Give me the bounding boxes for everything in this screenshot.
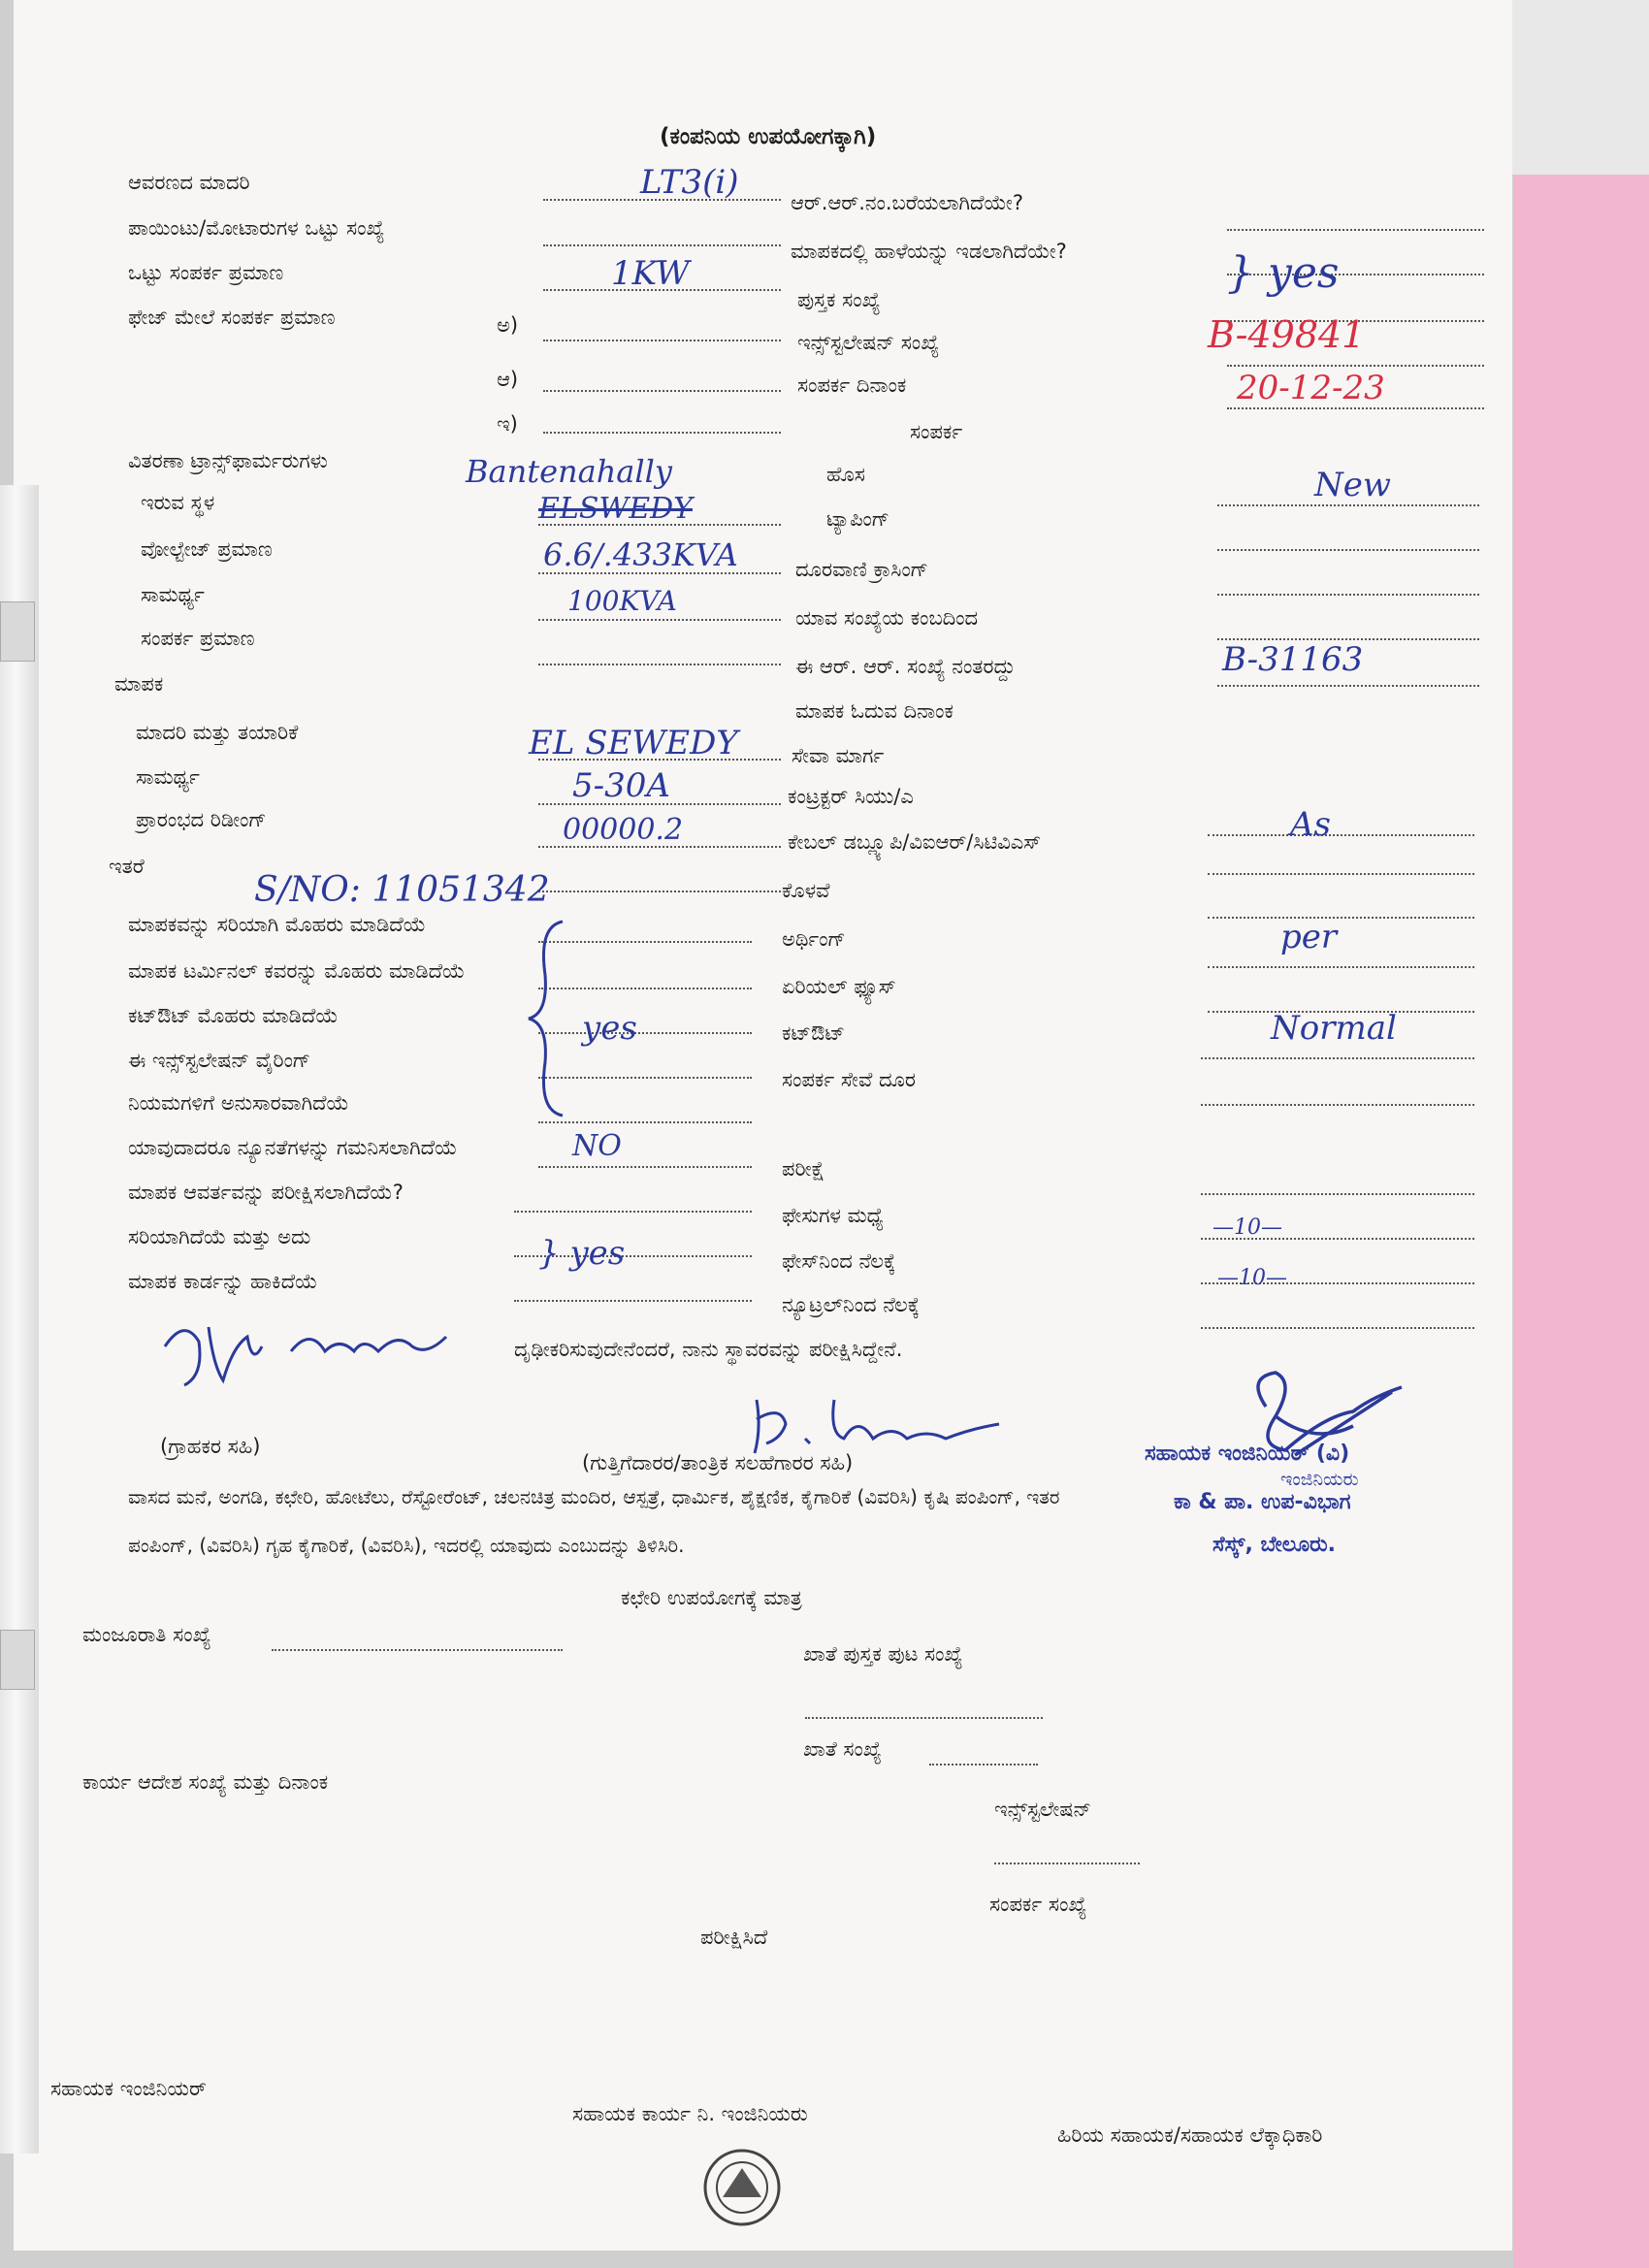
label-meter-capacity: ಸಾಮರ್ಥ್ಯ [136,765,200,789]
footer-accounts-officer: ಹಿರಿಯ ಸಹಾಯಕ/ಸಹಾಯಕ ಲೆಕ್ಕಾಧಿಕಾರಿ [1057,2123,1323,2147]
label-sanction-no: ಮಂಜೂರಾತಿ ಸಂಖ್ಯೆ [82,1623,211,1646]
form-heading: (ಕಂಪನಿಯ ಉಪಯೋಗಕ್ಕಾಗಿ) [660,124,877,149]
label-points-motors: ಪಾಯಿಂಟು/ಮೋಟಾರುಗಳ ಒಟ್ಟು ಸಂಖ್ಯೆ [128,216,385,240]
label-checked: ಪರೀಕ್ಷಿಸಿದೆ [700,1926,768,1949]
field-line [1227,407,1484,409]
label-terminal-cover-sealed: ಮಾಪಕ ಟರ್ಮಿನಲ್ ಕವರನ್ನು ಮೊಹರು ಮಾಡಿದೆಯೆ [128,959,466,983]
label-initial-reading: ಪ್ರಾರಂಭದ ರಿಡೀಂಗ್ [136,808,267,831]
label-connection-no: ಸಂಪರ್ಕ ಸಂಖ್ಯೆ [989,1893,1087,1916]
label-meter-card: ಮಾಪಕ ಕಾರ್ಡನ್ನು ಹಾಕಿದೆಯೆ [128,1270,318,1293]
label-connection: ಸಂಪರ್ಕ [910,420,963,443]
field-line [543,390,781,392]
hw-no-defects: NO [572,1129,622,1163]
field-line [1208,966,1474,968]
contractor-signature-label: (ಗುತ್ತಿಗೆದಾರರ/ತಾಂತ್ರಿಕ ಸಲಹೆಗಾರರ ಸಹಿ) [582,1451,854,1474]
consumer-signature-label: (ಗ್ರಾಹಕರ ಸಹಿ) [160,1435,261,1458]
hw-connection-date: 20-12-23 [1237,369,1385,407]
label-defects-noticed: ಯಾವುದಾದರೂ ನ್ಯೂನತೆಗಳನ್ನು ಗಮನಿಸಲಾಗಿದೆಯೆ [128,1136,458,1159]
phase-b-marker: ಆ) [497,368,519,391]
pink-sheet [1513,175,1649,2268]
hw-normal: Normal [1271,1009,1397,1048]
label-pipe: ಕೊಳವೆ [782,879,830,902]
hw-yes-top: } yes [1227,248,1340,298]
label-meter-sealed: ಮಾಪಕವನ್ನು ಸರಿಯಾಗಿ ಮೊಹರು ಮಾಡಿದೆಯೆ [128,913,427,936]
stamp-designation: ಸಹಾಯಕ ಇಂಜಿನಿಯರ್ (ವಿ) [1145,1442,1350,1466]
field-line [1227,229,1484,231]
label-service-line: ಸೇವಾ ಮಾರ್ಗ [792,744,885,767]
field-line [1208,873,1474,875]
label-enclosure-type: ಆವರಣದ ಮಾದರಿ [128,171,250,194]
hw-rr-after: B-31163 [1222,640,1364,679]
label-pole-number: ಯಾವ ಸಂಖ್ಯೆಯ ಕಂಬದಿಂದ [795,606,979,630]
label-as-per-rules: ನಿಯಮಗಳಿಗೆ ಅನುಸಾರವಾಗಿದೆಯೆ [128,1091,349,1115]
label-meter-rotation: ಮಾಪಕ ಆವರ್ತವನ್ನು ಪರೀಕ್ಷಿಸಲಾಗಿದೆಯೆ? [128,1181,404,1204]
hw-capacity: 100KVA [567,585,677,617]
label-earthing: ಅರ್ಥಿಂಗ್ [782,927,846,951]
field-line [1217,685,1479,687]
field-line [538,891,781,892]
label-between-phases: ಫೇಸುಗಳ ಮಧ್ಯೆ [782,1204,884,1227]
hw-earth-reading: —10— [1217,1266,1287,1290]
hw-serial-number: S/NO: 11051342 [254,870,550,910]
label-rr-written: ಆರ್.ಆರ್.ನಂ.ಬರೆಯಲಾಗಿದೆಯೇ? [791,191,1023,214]
office-use-heading: ಕಛೇರಿ ಉಪಯೋಗಕ್ಕೆ ಮಾತ್ರ [621,1586,802,1609]
label-others: ಇತರೆ [109,855,145,878]
field-line [1201,1327,1474,1329]
label-location: ಇರುವ ಸ್ಥಳ [141,491,215,514]
label-installation-wiring: ಈ ಇನ್ಸ್‌ಸ್ಟಲೇಷನ್ ವೈರಿಂಗ್ [128,1049,311,1072]
label-test: ಪರೀಕ್ಷೆ [782,1157,825,1181]
hw-struck-entry: ELSWEDY [538,492,693,526]
label-voltage: ವೋಲ್ಟೇಜ್ ಪ್ರಮಾಣ [141,537,273,561]
field-line [1227,365,1484,367]
binder-clip [0,601,35,662]
label-book-no: ಪುಸ್ತಕ ಸಂಖ್ಯೆ [797,288,881,311]
field-line [543,244,781,246]
binder-clip [0,1630,35,1690]
label-cutout-sealed: ಕಟ್‌ಔಟ್ ಮೊಹರು ಮಾಡಿದೆಯೆ [128,1004,339,1027]
field-line [543,432,781,434]
stamp-subdivision: ಕಾ & ಪಾ. ಉಪ-ವಿಭಾಗ [1174,1490,1351,1514]
field-line [543,340,781,341]
usage-type-line-1: ವಾಸದ ಮನೆ, ಅಂಗಡಿ, ಕಛೇರಿ, ಹೋಟೆಲು, ರೆಸ್ಟೋರೆಂಟ್, ಚಲನಚಿತ್ರ ಮಂದಿರ, ಆಸ್ಪತ್ರೆ, ಧಾರ್ಮಿಕ, ಶೈಕ್ಷಣಿಕ, ಕೈಗಾರಿಕೆ (ವಿವರಿಸಿ) ಕೃಷಿ ಪಂಪಿಂಗ್, ಇತರ [128,1485,1060,1508]
label-telephone-crossing: ದೂರವಾಣಿ ಕ್ರಾಸಿಂಗ್ [795,558,928,581]
label-cutout: ಕಟ್‌ಔಟ್ [782,1021,845,1045]
field-line [1217,594,1479,596]
label-total-load: ಒಟ್ಟು ಸಂಪರ್ಕ ಪ್ರಮಾಣ [128,261,284,284]
phase-c-marker: ಇ) [497,412,518,436]
field-line [514,1300,752,1302]
label-sheet-in-meter: ಮಾಪಕದಲ್ಲಿ ಹಾಳೆಯನ್ನು ಇಡಲಾಗಿದೆಯೇ? [791,240,1067,263]
stamp-engineer: ಇಂಜಿನಿಯರು [1280,1469,1359,1490]
hw-yes-seals: yes [582,1009,637,1048]
label-tapping: ಟ್ಯಾಪಿಂಗ್ [826,507,889,531]
field-line [272,1649,563,1651]
label-meter: ಮಾಪಕ [114,672,164,696]
field-line [929,1764,1038,1766]
consumer-signature [155,1308,475,1395]
footer-assistant-engineer: ಸಹಾಯಕ ಇಂಜಿನಿಯರ್ [50,2077,207,2100]
hw-new: New [1314,466,1391,504]
hw-initial-reading: 00000.2 [563,813,684,847]
label-new: ಹೊಸ [826,463,865,486]
label-work-order: ಕಾರ್ಯ ಆದೇಶ ಸಂಖ್ಯೆ ಮತ್ತು ದಿನಾಂಕ [82,1770,329,1794]
label-contractor-cu: ಕಂಟ್ರಕ್ಟರ್ ಸಿಯು/ಎ [788,785,914,808]
hw-per: per [1280,918,1338,956]
label-account-no: ಖಾತೆ ಸಂಖ್ಯೆ [803,1737,882,1761]
label-meter-reading-date: ಮಾಪಕ ಓದುವ ದಿನಾಂಕ [795,699,954,723]
label-cable: ಕೇಬಲ್ ಡಬ್ಲ್ಯೂಪಿ/ವಿಐಆರ್/ಸಿಟಿವಿಎಸ್ [788,830,1042,854]
certification-text: ದೃಢೀಕರಿಸುವುದೇನೆಂದರೆ, ನಾನು ಸ್ಥಾವರವನ್ನು ಪರೀಕ್ಷಿಸಿದ್ದೇನೆ. [514,1338,903,1361]
field-line [1201,1193,1474,1195]
brace-mark [524,917,582,1120]
label-phase-to-earth: ಫೇಸ್‌ನಿಂದ ನೆಲಕ್ಕೆ [782,1249,896,1273]
hw-total-load: 1KW [611,254,690,293]
footer-assistant-exec-engineer: ಸಹಾಯಕ ಕಾರ್ಯ ನಿ. ಇಂಜಿನಿಯರು [572,2102,808,2125]
field-line [1201,1057,1474,1059]
field-line [538,1166,752,1168]
label-distribution-transformers: ವಿತರಣಾ ಟ್ರಾನ್ಸ್‌ಫಾರ್ಮರುಗಳು [128,449,328,472]
hw-yes-card: } yes [538,1234,626,1273]
hw-as: As [1290,805,1332,844]
label-phase-load: ಫೇಜ್ ಮೇಲೆ ಸಂಪರ್ಕ ಪ್ರಮಾಣ [128,306,336,329]
hw-installation-no: B-49841 [1208,313,1366,356]
hw-voltage: 6.6/.433KVA [543,536,738,573]
field-line [1208,917,1474,919]
hw-transformer-location: Bantenahally [466,453,672,490]
label-correct-and: ಸರಿಯಾಗಿದೆಯೆ ಮತ್ತು ಅದು [128,1225,311,1248]
hw-phase-reading: —10— [1212,1215,1282,1240]
field-line [538,664,781,665]
usage-type-line-2: ಪಂಪಿಂಗ್, (ವಿವರಿಸಿ) ಗೃಹ ಕೈಗಾರಿಕೆ, (ವಿವರಿಸಿ), ಇದರಲ್ಲಿ ಯಾವುದು ಎಂಬುದನ್ನು ತಿಳಿಸಿರಿ. [128,1534,685,1557]
field-line [994,1863,1140,1864]
company-logo-emblem [698,2144,786,2231]
hw-meter-make: EL SEWEDY [529,724,738,762]
label-connection-date: ಸಂಪರ್ಕ ದಿನಾಂಕ [797,373,907,397]
field-line [805,1717,1043,1719]
label-installation-no: ಇನ್ಸ್‌ಸ್ಟಲೇಷನ್ ಸಂಖ್ಯೆ [797,331,940,354]
field-line [1217,549,1479,551]
label-neutral-to-earth: ನ್ಯೂಟ್ರಲ್‌ನಿಂದ ನೆಲಕ್ಕೆ [782,1293,920,1316]
field-line [1201,1104,1474,1106]
hw-enclosure-type: LT3(i) [640,163,739,202]
stamp-office: ಸೆಸ್ಕ್, ಬೇಲೂರು. [1212,1533,1337,1557]
field-line [1217,504,1479,506]
phase-a-marker: ಅ) [497,313,519,337]
label-model-make: ಮಾದರಿ ಮತ್ತು ತಯಾರಿಕೆ [136,721,299,744]
binder-spine [0,485,39,2154]
label-capacity: ಸಾಮರ್ಥ್ಯ [141,583,205,606]
label-connection-load: ಸಂಪರ್ಕ ಪ್ರಮಾಣ [141,627,255,650]
label-aerial-fuse: ಏರಿಯಲ್ ಫ್ಯೂಸ್ [782,975,896,998]
field-line [514,1211,752,1213]
label-rr-after: ಈ ಆರ್. ಆರ್. ಸಂಖ್ಯೆ ನಂತರದ್ದು [795,655,1016,678]
field-line [1208,834,1474,836]
label-ledger-page: ಖಾತೆ ಪುಸ್ತಕ ಪುಟ ಸಂಖ್ಯೆ [803,1642,963,1666]
label-installation: ಇನ್ಸ್‌ಸ್ಟಲೇಷನ್ [994,1798,1092,1821]
label-service-distance: ಸಂಪರ್ಕ ಸೇವೆ ದೂರ [782,1068,917,1091]
hw-meter-capacity: 5-30A [572,766,670,805]
field-line [538,1121,752,1123]
